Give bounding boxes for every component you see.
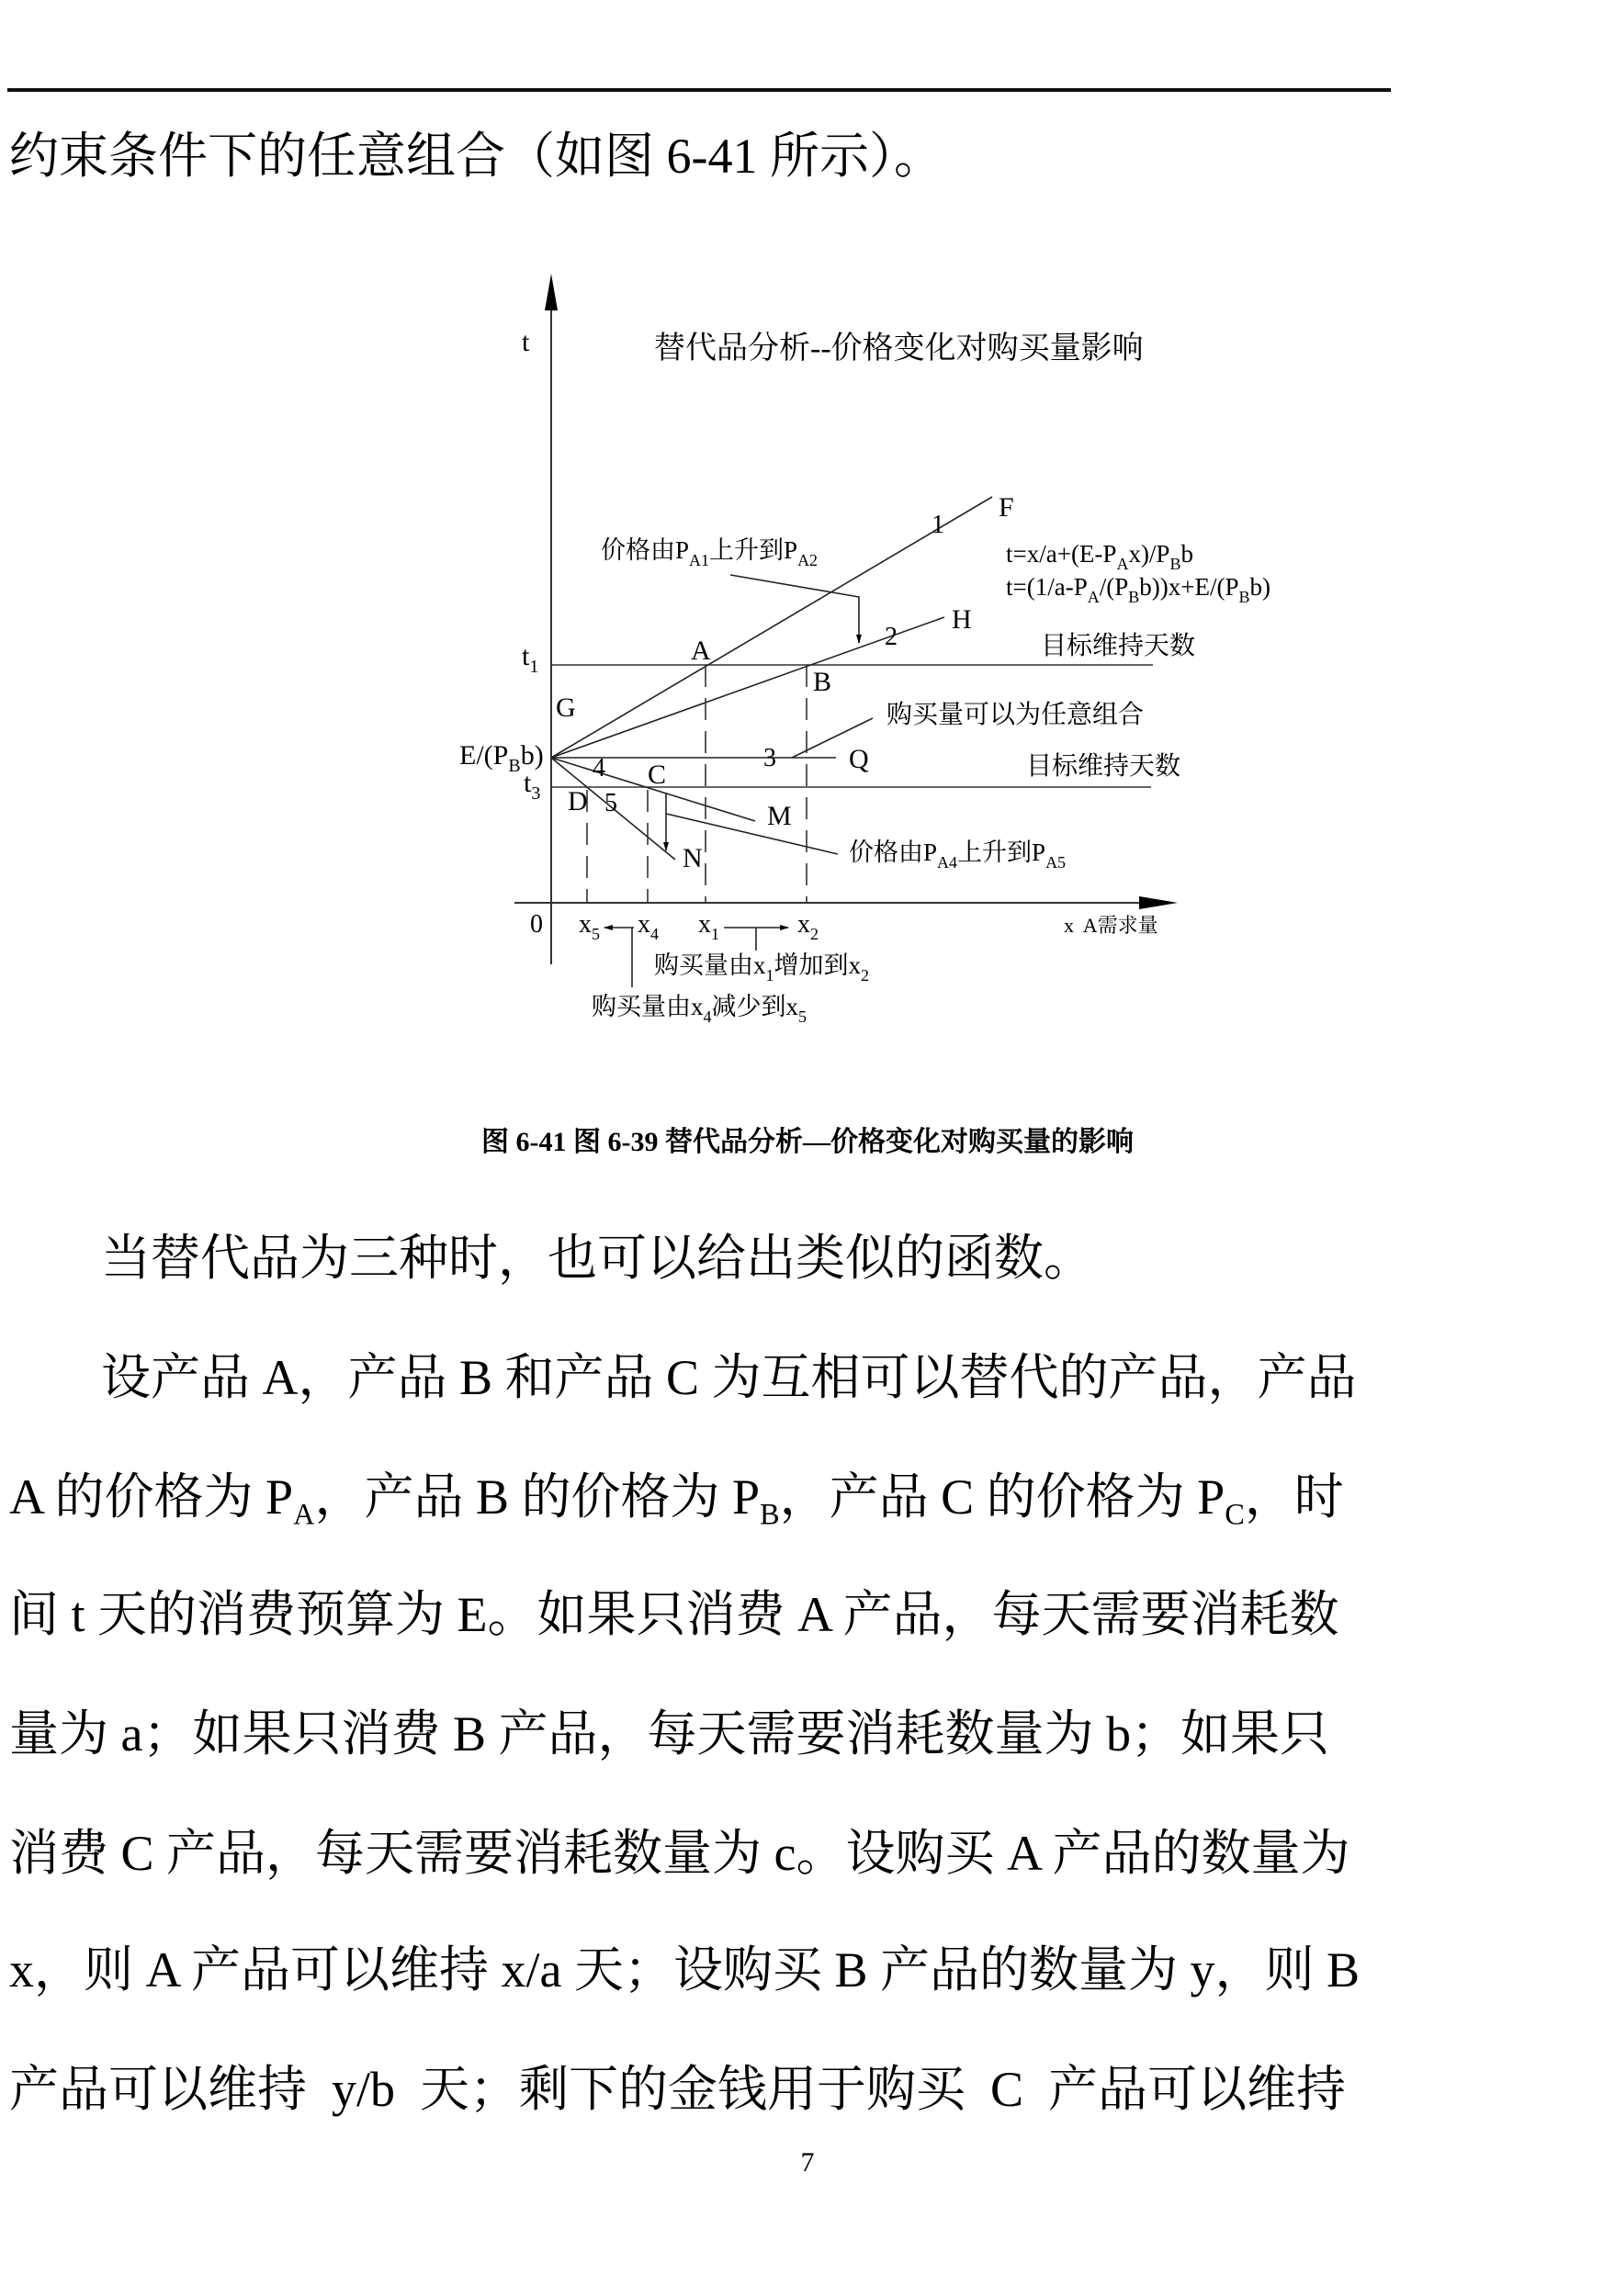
x-tick-x5: $x_5$ — [579, 910, 600, 943]
annotation-decrease: 购买量由$x_4$减少到$x_5$ — [592, 993, 807, 1026]
origin-label: 0 — [530, 910, 543, 939]
text-segment: A 的价格为 P — [9, 1469, 294, 1525]
x-axis-arrow-icon — [1139, 896, 1178, 909]
leader-price-12 — [730, 575, 859, 643]
point-Q: Q — [849, 744, 869, 774]
point-B: B — [813, 667, 832, 697]
subscript: A — [293, 1498, 315, 1532]
label-t1: $t_1$ — [522, 641, 539, 677]
annotation-price-12: 价格由$P_{A1}$上升到$P_{A2}$ — [601, 536, 819, 569]
y-axis-label: t — [522, 327, 530, 357]
y-axis-arrow-icon — [545, 274, 558, 310]
line-label-3: 3 — [763, 744, 776, 772]
x-tick-x4: $x_4$ — [638, 910, 659, 943]
paragraph-line-3 — [9, 1469, 1398, 1542]
paragraph-line-1: 当替代品为三种时，也可以给出类似的函数。 — [101, 1231, 1093, 1286]
point-C: C — [648, 760, 667, 790]
point-G: G — [556, 692, 576, 723]
paragraph-line-8: 产品可以维持 y/b 天；剩下的金钱用于购买 C 产品可以维持 — [9, 2062, 1347, 2117]
line-label-1: 1 — [932, 511, 944, 539]
top-text-line: 约束条件下的任意组合（如图 6-41 所示）。 — [9, 129, 943, 184]
text-segment: ，产品 C 的价格为 P — [779, 1469, 1225, 1525]
label-t3: $t_3$ — [524, 768, 541, 804]
any-combination-label: 购买量可以为任意组合 — [887, 701, 1145, 729]
point-N: N — [683, 843, 703, 873]
target-days-label-1: 目标维持天数 — [1041, 632, 1196, 660]
text-segment: ，时 — [1244, 1469, 1344, 1525]
paragraph-line-5: 量为 a；如果只消费 B 产品，每天需要消耗数量为 b；如果只 — [9, 1706, 1329, 1761]
text-segment: ，产品 B 的价格为 P — [314, 1469, 761, 1525]
point-H: H — [952, 604, 972, 635]
figure-title: 替代品分析--价格变化对购买量影响 — [654, 332, 1144, 366]
point-A: A — [691, 636, 711, 666]
paragraph-line-2: 设产品 A，产品 B 和产品 C 为互相可以替代的产品，产品 — [101, 1350, 1357, 1405]
subscript: C — [1225, 1498, 1245, 1532]
substitute-analysis-diagram — [0, 0, 1615, 1102]
subscript: B — [760, 1498, 780, 1532]
formula-2: $t=(1/a-P_A/(P_Bb))x+E/(P_Bb)$ — [1006, 573, 1271, 606]
target-days-label-2: 目标维持天数 — [1026, 752, 1181, 781]
figure-caption: 图 6-41 图 6-39 替代品分析—价格变化对购买量的影响 — [481, 1127, 1134, 1157]
annotation-increase: 购买量由$x_1$增加到$x_2$ — [654, 951, 869, 985]
x-tick-x1: $x_1$ — [698, 910, 719, 943]
paragraph-line-7: x，则 A 产品可以维持 x/a 天；设购买 B 产品的数量为 y，则 B — [9, 1942, 1361, 1998]
x-tick-x2: $x_2$ — [797, 910, 819, 943]
line-label-4: 4 — [593, 754, 605, 782]
label-intercept: $E/(P_Bb)$ — [459, 740, 544, 776]
line-label-5: 5 — [604, 789, 617, 817]
paragraph-line-6: 消费 C 产品，每天需要消耗数量为 c。设购买 A 产品的数量为 — [9, 1826, 1350, 1881]
point-D: D — [568, 786, 588, 816]
paragraph-line-4: 间 t 天的消费预算为 E。如果只消费 A 产品，每天需要消耗数 — [9, 1587, 1339, 1642]
point-M: M — [767, 801, 792, 831]
formula-1: $t=x/a+(E-P_Ax)/P_Bb$ — [1006, 540, 1193, 573]
page-number: 7 — [800, 2147, 815, 2178]
x-axis-label: x A需求量 — [1064, 914, 1158, 937]
annotation-price-45: 价格由$P_{A4}$上升到$P_{A5}$ — [849, 838, 1067, 872]
line-label-2: 2 — [885, 623, 898, 651]
point-F: F — [999, 492, 1014, 523]
